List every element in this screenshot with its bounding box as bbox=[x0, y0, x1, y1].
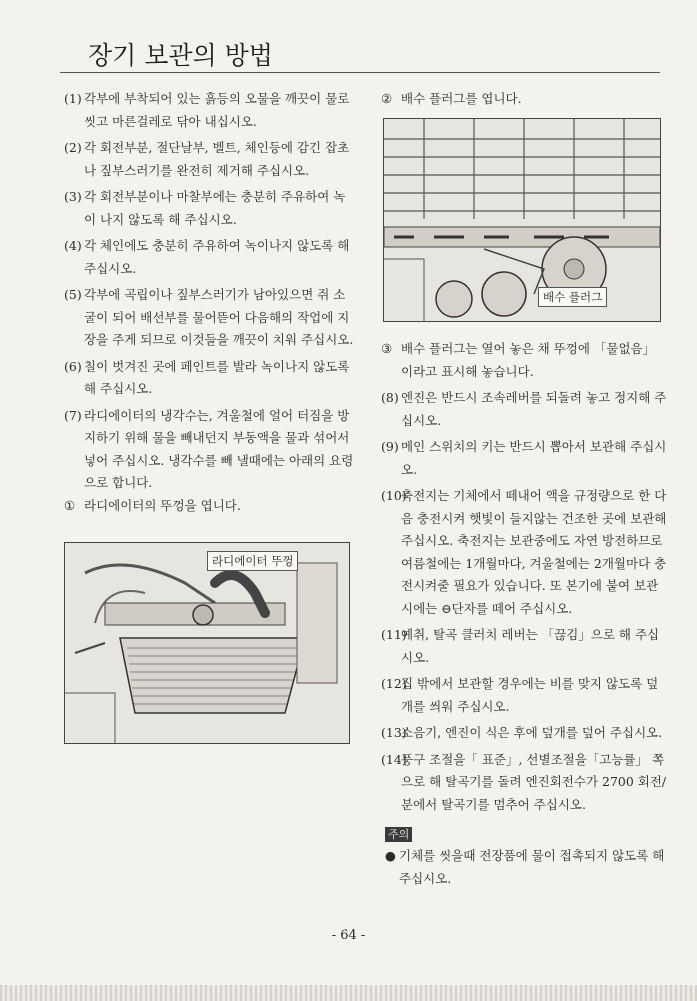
left-column bbox=[64, 88, 354, 517]
item-text: 소음기, 엔진이 식은 후에 덮개를 덮어 주십시오. bbox=[401, 725, 663, 740]
item-text: 예취, 탈곡 클러치 레버는 「끊김」으로 해 주십시오. bbox=[401, 627, 660, 665]
item-number: ③ bbox=[381, 341, 393, 356]
right-column-top bbox=[381, 88, 669, 111]
item-number: (9) bbox=[381, 439, 399, 454]
item-number: (11) bbox=[381, 627, 407, 642]
caution-item bbox=[385, 845, 665, 890]
item-number: (14) bbox=[381, 751, 407, 767]
item-text: 배수 플러그는 열어 놓은 채 뚜껑에 「물없음」 이라고 표시해 놓습니다. bbox=[401, 341, 656, 379]
item-number: (6) bbox=[64, 358, 82, 374]
item-text: 배수 플러그를 엽니다. bbox=[401, 91, 522, 106]
caution-badge: 주의 bbox=[385, 827, 412, 842]
item-text: 각 체인에도 충분히 주유하여 녹이나지 않도록 해 주십시오. bbox=[84, 238, 350, 276]
item-text: 메인 스위치의 키는 반드시 뽑아서 보관해 주십시오. bbox=[401, 439, 667, 477]
list-item bbox=[64, 356, 354, 401]
item-text: 집 밖에서 보관할 경우에는 비를 맞지 않도록 덮개를 씌워 주십시오. bbox=[401, 676, 659, 714]
list-item bbox=[64, 88, 354, 133]
list-item bbox=[381, 436, 669, 481]
list-item bbox=[381, 722, 669, 745]
list-item bbox=[64, 495, 354, 518]
engine-drawing bbox=[384, 119, 660, 321]
list-item bbox=[64, 186, 354, 231]
item-number: (10) bbox=[381, 488, 407, 503]
list-item bbox=[381, 485, 669, 620]
item-text: 각부에 곡립이나 짚부스러기가 남아있으면 쥐 소굴이 되어 배선부를 물어뜯어 다음해의 작업에 지장을 주게 되므로 이것들을 깨끗이 치워 주십시오. bbox=[84, 287, 354, 347]
caution-note bbox=[385, 845, 665, 890]
item-number: (1) bbox=[64, 91, 82, 106]
item-text: 풍구 조절을「 표준」, 선별조절을「고능률」 쪽으로 해 탈곡기를 돌려 엔진회전수가 2700 회전/분에서 탈곡기를 멈추어 주십시오. bbox=[401, 751, 667, 812]
item-number: (12) bbox=[381, 676, 407, 691]
item-number: ① bbox=[64, 497, 76, 513]
item-number: ② bbox=[381, 91, 393, 106]
page-number: - 64 - bbox=[331, 928, 366, 943]
item-number: (3) bbox=[64, 189, 82, 204]
list-item bbox=[381, 749, 669, 817]
item-number: (2) bbox=[64, 140, 82, 155]
item-number: (8) bbox=[381, 390, 399, 405]
item-number: (7) bbox=[64, 407, 82, 423]
bullet-icon: ● bbox=[385, 848, 396, 863]
item-text: 각 회전부분, 절단날부, 벨트, 체인등에 감긴 잡초나 짚부스러기를 완전히 제거해 주십시오. bbox=[84, 140, 350, 178]
item-text: 축전지는 기체에서 떼내어 액을 규정량으로 한 다음 충전시켜 햇빛이 들지않는 건조한 곳에 보관해 주십시오. 축전지는 보관중에도 자연 방전하므로 여름철에는 1개월마다, 겨울철에는 2개월마다 충전시켜줄 필요가 있습니다. 또 본기에 붙여 보관시에는 ⊖단자를 떼어 주십시오. bbox=[401, 488, 667, 616]
title-divider bbox=[60, 72, 660, 73]
drain-plug-label: 배수 플러그 bbox=[538, 287, 607, 307]
list-item bbox=[381, 624, 669, 669]
item-text: 칠이 벗겨진 곳에 페인트를 발라 녹이나지 않도록 해 주십시오. bbox=[84, 358, 350, 396]
drain-plug-illustration bbox=[383, 118, 661, 322]
item-number: (4) bbox=[64, 238, 82, 253]
item-text: 라디에이터의 뚜껑을 엽니다. bbox=[84, 497, 241, 513]
radiator-illustration bbox=[64, 542, 350, 744]
item-text: 각부에 부착되어 있는 흙등의 오물을 깨끗이 물로 씻고 마른걸레로 닦아 내십시오. bbox=[84, 91, 350, 129]
item-text: 각 회전부분이나 마찰부에는 충분히 주유하여 녹이 나지 않도록 해 주십시오. bbox=[84, 189, 346, 227]
list-item bbox=[64, 137, 354, 182]
item-number: (5) bbox=[64, 287, 82, 302]
scan-border bbox=[0, 985, 697, 1001]
right-column bbox=[381, 338, 669, 816]
radiator-drawing bbox=[65, 543, 349, 743]
list-item bbox=[381, 673, 669, 718]
item-text: 엔진은 반드시 조속레버를 되돌려 놓고 정지해 주십시오. bbox=[401, 390, 667, 428]
list-item bbox=[381, 338, 669, 383]
radiator-cap-label: 라디에이터 뚜껑 bbox=[207, 551, 298, 571]
caution-text: 기체를 씻을때 전장품에 물이 접촉되지 않도록 해 주십시오. bbox=[399, 848, 665, 886]
list-item bbox=[64, 235, 354, 280]
list-item bbox=[64, 405, 354, 495]
item-text: 라디에이터의 냉각수는, 겨울철에 얼어 터짐을 방지하기 위해 물을 빼내던지 부동액을 물과 섞어서 넣어 주십시오. 냉각수를 빼 낼때에는 아래의 요령으로 합니다. bbox=[84, 407, 354, 490]
item-number: (13) bbox=[381, 725, 407, 740]
list-item bbox=[381, 387, 669, 432]
list-item bbox=[64, 284, 354, 352]
page-title: 장기 보관의 방법 bbox=[88, 41, 273, 70]
list-item bbox=[381, 88, 669, 111]
